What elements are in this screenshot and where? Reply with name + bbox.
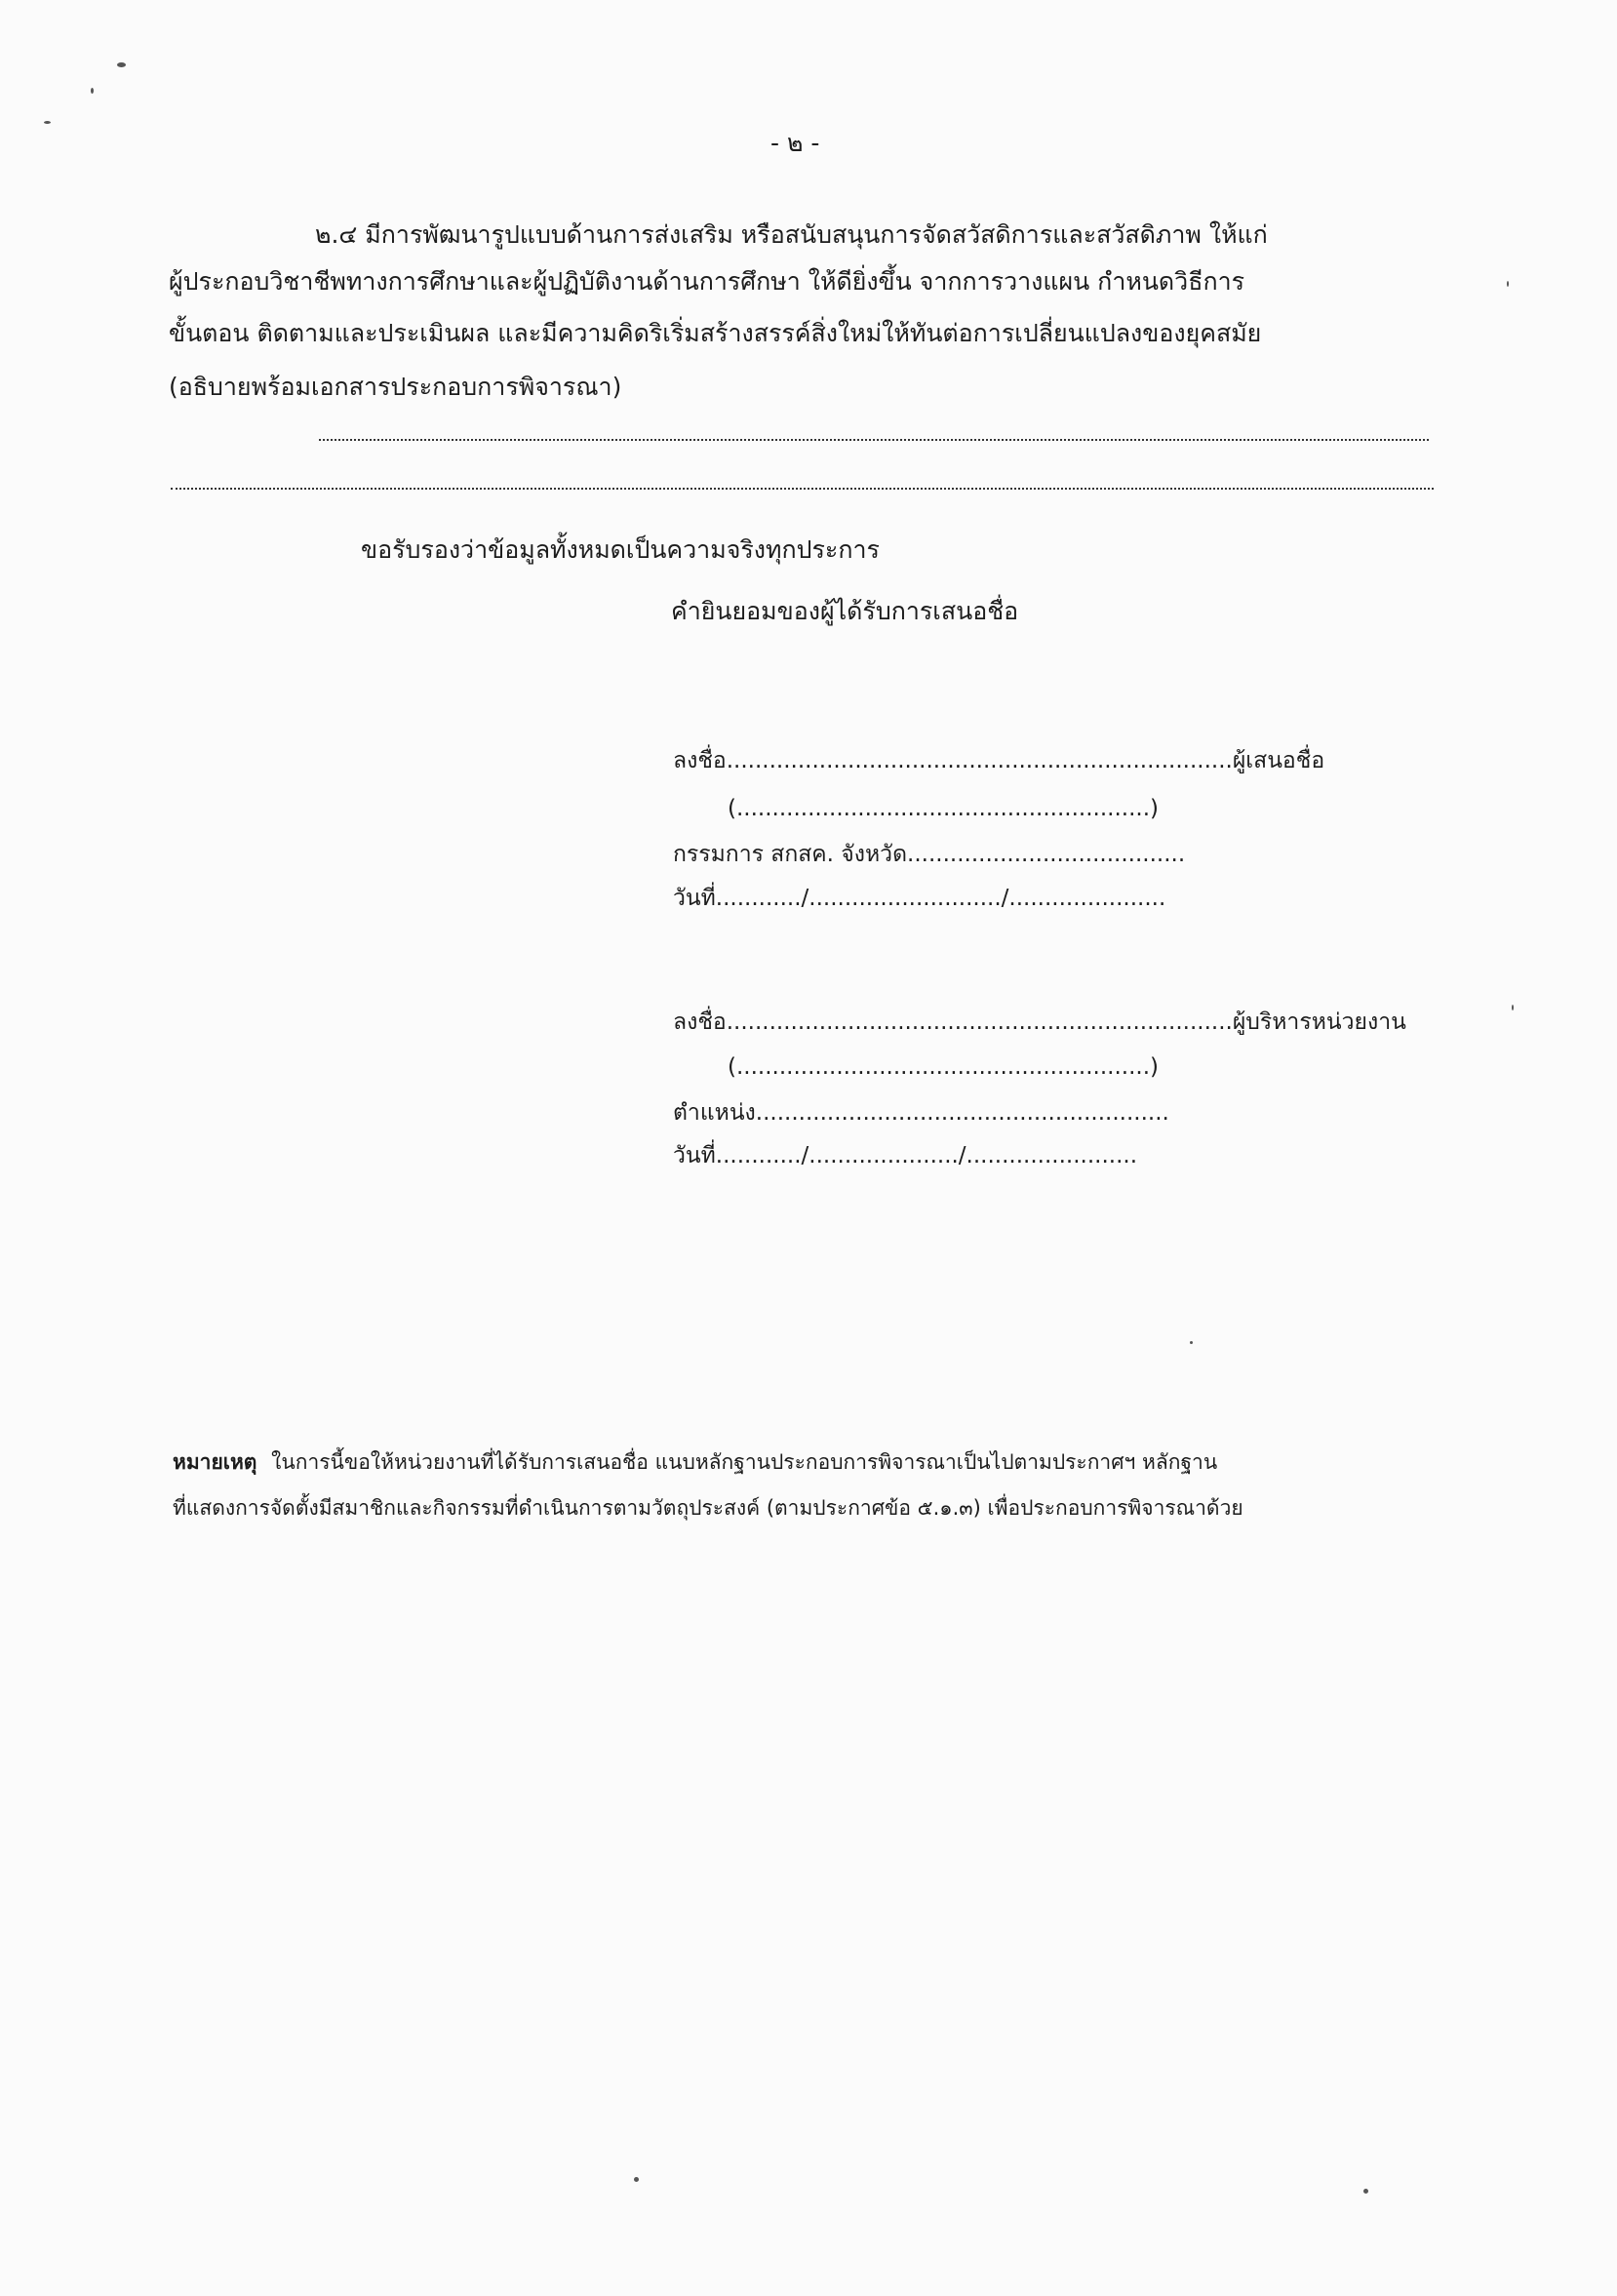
section-line-4: (อธิบายพร้อมเอกสารประกอบการพิจารณา) [169,373,622,401]
answer-dotted-line [171,488,1434,490]
scan-speck [117,62,126,67]
note-label: หมายเหตุ [173,1450,257,1474]
committee-line: กรรมการ สกสค. จังหวัด....................................... [673,842,1186,867]
section-line-3: ขั้นตอน ติดตามและประเมินผล และมีความคิดริเริ่มสร้างสรรค์สิ่งใหม่ให้ทันต่อการเปลี่ยนแปลงของยุคสมัย [169,319,1262,347]
scan-speck [1363,2189,1368,2194]
scan-speck [1190,1341,1193,1344]
position-line: ตำแหน่ง.......................................................... [673,1100,1169,1126]
note-line-2: ที่แสดงการจัดตั้งมีสมาชิกและกิจกรรมที่ดำเนินการตามวัตถุประสงค์ (ตามประกาศข้อ ๕.๑.๓) เพื่อประกอบการพิจารณาด้วย [173,1496,1243,1520]
consent-heading: คำยินยอมของผู้ได้รับการเสนอชื่อ [671,597,1019,625]
nominator-name-line: (..........................................................) [728,796,1159,821]
answer-dotted-line [319,439,1429,441]
scan-speck [91,88,94,94]
section-line-2: ผู้ประกอบวิชาชีพทางการศึกษาและผู้ปฏิบัติงานด้านการศึกษา ให้ดียิ่งขึ้น จากการวางแผน กำหนดวิธีการ [169,267,1245,296]
scan-speck [634,2177,639,2182]
executive-name-line: (..........................................................) [728,1054,1159,1080]
executive-date-line: วันที่............/...................../........................ [673,1143,1138,1168]
page-number: - ๒ - [770,129,820,157]
certification-text: ขอรับรองว่าข้อมูลทั้งหมดเป็นความจริงทุกประการ [361,535,880,564]
executive-sign-line: ลงชื่อ.......................................................................ผู้บริหารหน่วยงาน [673,1009,1406,1035]
nominator-date-line: วันที่............/.........................../...................... [673,886,1166,911]
scan-speck [1507,281,1509,287]
note-text-1: ในการนี้ขอให้หน่วยงานที่ได้รับการเสนอชื่อ แนบหลักฐานประกอบการพิจารณาเป็นไปตามประกาศฯ หลักฐาน [271,1450,1218,1474]
scan-speck [44,121,51,124]
section-line-1: ๒.๔ มีการพัฒนารูปแบบด้านการส่งเสริม หรือสนับสนุนการจัดสวัสดิการและสวัสดิภาพ ให้แก่ [315,220,1268,249]
note-line-1 [173,1452,1217,1473]
nominator-sign-line: ลงชื่อ.......................................................................ผู้เสนอชื่อ [673,748,1325,773]
scan-speck [1512,1005,1514,1010]
